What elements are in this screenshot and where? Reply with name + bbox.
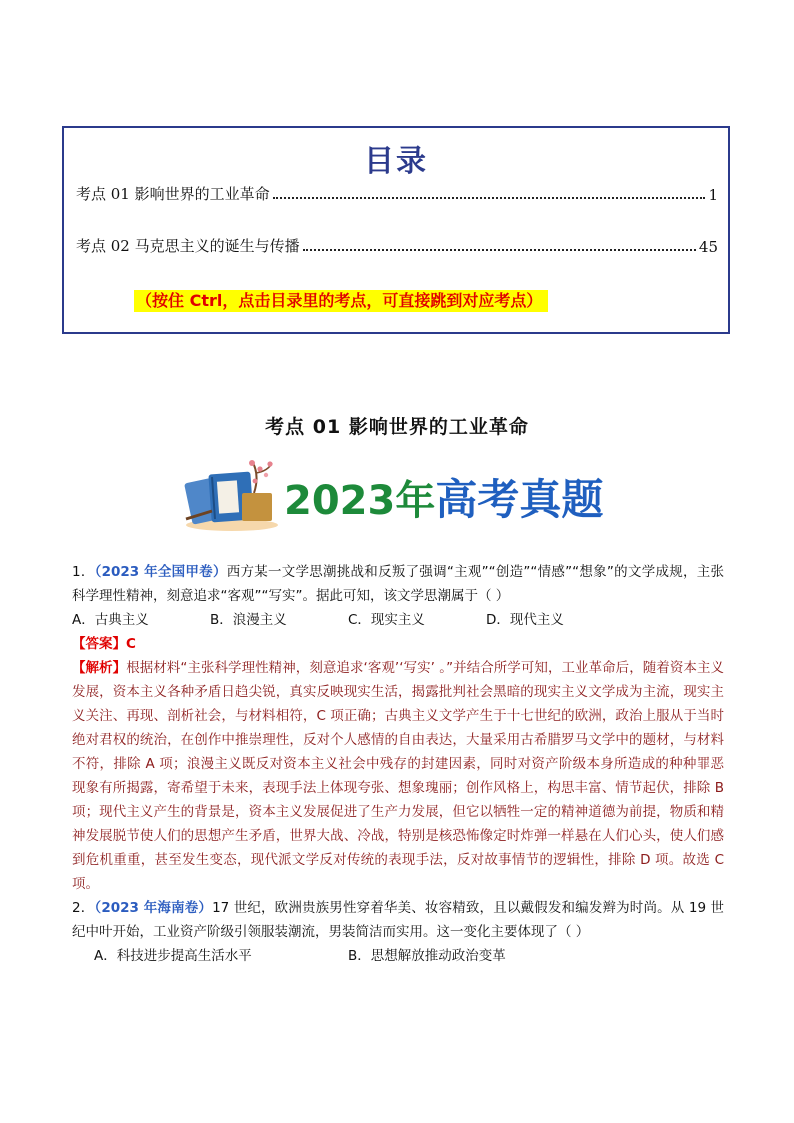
toc-item-label: 考点 01 影响世界的工业革命 bbox=[76, 185, 270, 203]
plum-branch-icon bbox=[249, 460, 273, 493]
analysis-text: 根据材料“主张科学理性精神，刻意追求‘客观’‘写实’ 。”并结合所学可知，工业革命后，随着资本主义发展，资本主义各种矛盾日趋尖锐，真实反映现实生活，揭露批判社会黑暗的现实主义文学成为主流，现实主义关注、再现、剖析社会，与材料相符，C 项正确；古典主义文学产生于十七世纪的欧洲，政治上服从于当时绝对君权的统治，在创作中推崇理性，反对个人感情的自由表达，大量采用古希腊罗马文学中的题材，与材料不符，排除 A 项；浪漫主义既反对资本主义社会中残存的封建因素，同时对资产阶级本身所造成的种种罪恶现象有所揭露，寄希望于未来，表现手法上体现夸张、想象瑰丽；创作风格上，构思丰富、情节起伏，排除 B 项；现代主义产生的背景是，资本主义发展促进了生产力发展，但它以牺牲一定的精神道德为前提，物质和精神发展脱节使人们的思想产生矛盾，世界大战、冷战，特别是核恐怖像定时炸弹一样悬在人们心头，使人们感到危机重重，甚至发生变态，现代派文学反对传统的表现手法，反对故事情节的逻辑性，排除 D 项。故选 C 项。 bbox=[72, 660, 724, 892]
toc-link-2[interactable] bbox=[76, 234, 718, 256]
toc-link-1[interactable] bbox=[76, 182, 718, 204]
section-title: 考点 01 影响世界的工业革命 bbox=[265, 416, 529, 438]
toc-item-page: 45 bbox=[698, 238, 718, 256]
toc-item-page: 1 bbox=[708, 186, 718, 204]
question-number: 2． bbox=[72, 900, 95, 916]
option-b: B．浪漫主义 bbox=[210, 612, 287, 628]
toc-title: 目录 bbox=[364, 144, 428, 179]
option-b: B．思想解放推动政治变革 bbox=[348, 948, 506, 964]
question-2-stem bbox=[72, 896, 724, 944]
toc-leader-dots bbox=[273, 197, 706, 199]
question-2-options bbox=[72, 944, 724, 968]
book-stack-icon bbox=[182, 453, 282, 533]
analysis-tag: 【解析】 bbox=[72, 660, 127, 676]
question-1-answer bbox=[72, 632, 724, 656]
banner-heading bbox=[284, 467, 603, 527]
banner-year: 2023年 bbox=[284, 478, 436, 524]
option-a: A．古典主义 bbox=[72, 612, 149, 628]
question-source: （2023 年海南卷） bbox=[94, 900, 213, 916]
toc-leader-dots bbox=[303, 249, 696, 251]
question-number: 1． bbox=[72, 564, 95, 580]
toc-item-label: 考点 02 马克思主义的诞生与传播 bbox=[76, 237, 300, 255]
option-c: C．现实主义 bbox=[348, 612, 425, 628]
option-a: A．科技进步提高生活水平 bbox=[94, 948, 252, 964]
exam-banner bbox=[182, 453, 612, 533]
toc-box bbox=[62, 126, 730, 334]
question-text: 17 世纪，欧洲贵族男性穿着华美、妆容精致，且以戴假发和编发辫为时尚。从 19 世纪中叶开始，工业资产阶级引领服装潮流，男装简洁而实用。这一变化主要体现了（ ） bbox=[72, 900, 725, 940]
question-1-analysis bbox=[72, 656, 724, 896]
question-1-options bbox=[72, 608, 724, 632]
option-d: D．现代主义 bbox=[486, 612, 564, 628]
question-content bbox=[72, 560, 724, 968]
answer-tag: 【答案】 bbox=[72, 636, 126, 652]
toc-hint: （按住 Ctrl，点击目录里的考点，可直接跳到对应考点） bbox=[134, 290, 548, 312]
question-text: 西方某一文学思潮挑战和反叛了强调“主观”“创造”“情感”“想象”的文学成规，主张科学理性精神，刻意追求“客观”“写实”。据此可知，该文学思潮属于（ ） bbox=[72, 564, 724, 604]
question-source: （2023 年全国甲卷） bbox=[94, 564, 227, 580]
answer-value: C bbox=[126, 636, 136, 652]
banner-text: 高考真题 bbox=[435, 475, 604, 524]
question-1-stem bbox=[72, 560, 724, 608]
